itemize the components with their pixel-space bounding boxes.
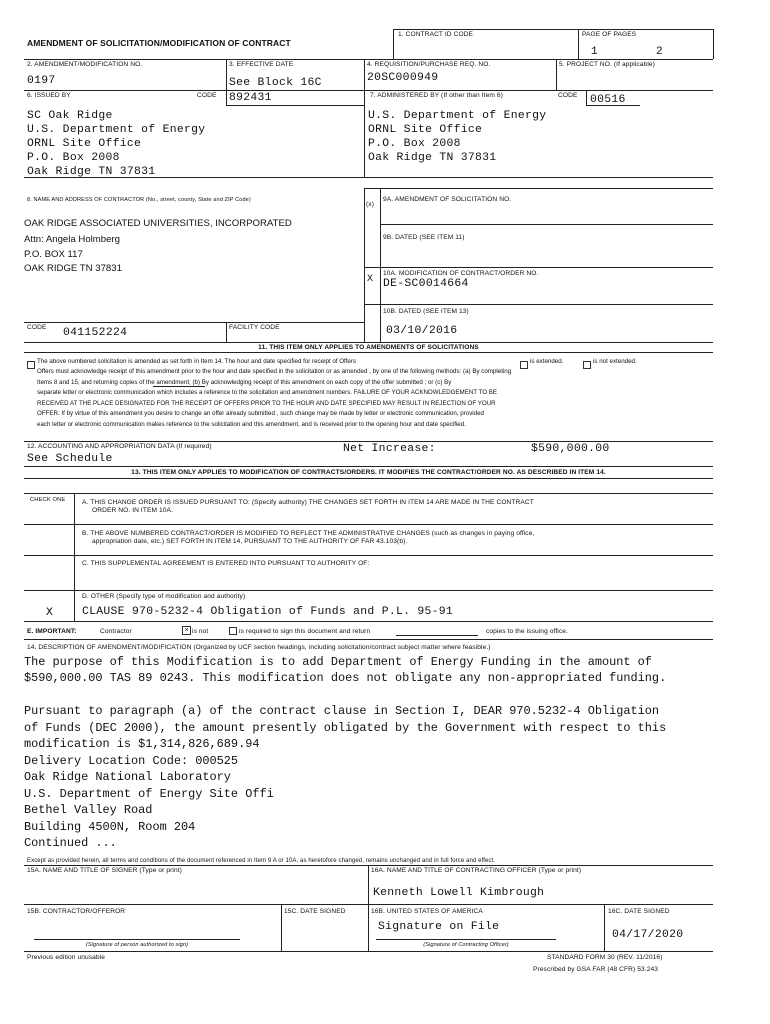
contractor-line: P.O. BOX 117 <box>24 249 83 260</box>
item11-line: each letter or electronic communication makes reference to the solicitation and this amendment, and is received prior to the opening hour and date specified. <box>37 421 466 428</box>
net-increase: $590,000.00 <box>531 443 610 455</box>
officer-label: 16A. NAME AND TITLE OF CONTRACTING OFFICER (Type or print) <box>371 867 582 874</box>
dated-9b-label: 9B. DATED (SEE ITEM 11) <box>383 234 465 241</box>
date-signed-16c-label: 16C. DATE SIGNED <box>608 908 670 915</box>
usa-label: 16B. UNITED STATES OF AMERICA <box>371 908 483 915</box>
contractor-line: Attn: Angela Holmberg <box>24 234 120 245</box>
dated-10b: 03/10/2016 <box>386 325 458 337</box>
previous-edition: Previous edition unusable <box>27 954 106 961</box>
item11-title: 11. THIS ITEM ONLY APPLIES TO AMENDMENTS OF SOLICITATIONS <box>258 344 479 351</box>
page-count: 2 <box>656 46 663 58</box>
officer-name: Kenneth Lowell Kimbrough <box>373 887 545 899</box>
desc-line: modification is $1,314,826,689.94 <box>24 737 260 751</box>
contractor-line: OAK RIDGE ASSOCIATED UNIVERSITIES, INCORPORATED <box>24 218 292 229</box>
contractor-label: 8. NAME AND ADDRESS OF CONTRACTOR (No., street, county, State and ZIP Code) <box>27 197 251 203</box>
item11-line: separate letter or electronic communication which includes a reference to the solicitation and amendment numbers. FAILURE OF YOUR ACKNOWLEDGEMENT TO BE <box>37 389 498 396</box>
mod-x: X <box>367 274 374 285</box>
amend-sol-label: 9A. AMENDMENT OF SOLICITATION NO. <box>383 196 512 203</box>
is-not-label: is not <box>192 628 209 635</box>
signature-on-file: Signature on File <box>378 921 500 933</box>
contract-id-label: 1. CONTRACT ID CODE <box>398 31 474 38</box>
opt-b: appropriation date, etc.) SET FORTH IN ITEM 14, PURSUANT TO THE AUTHORITY OF FAR 43.103(b). <box>92 538 408 545</box>
desc-line: Continued ... <box>24 836 117 850</box>
mod-label: 10A. MODIFICATION OF CONTRACT/ORDER NO. <box>383 270 539 277</box>
desc-line: U.S. Department of Energy Site Offi <box>24 787 274 801</box>
issued-line: ORNL Site Office <box>27 138 142 150</box>
opt-a: ORDER NO. IN ITEM 10A. <box>92 507 173 514</box>
item11-line: RECEIVED AT THE PLACE DESIGNATED FOR THE RECEIPT OF OFFERS PRIOR TO THE HOUR AND DATE SPECIFIED MAY RESULT IN REJECTION OF YOUR <box>37 400 496 407</box>
opt-d-x: X <box>46 607 54 619</box>
mod-no: DE-SC0014664 <box>383 278 469 290</box>
sig-person-caption: (Signature of person authorized to sign) <box>85 942 189 948</box>
prescribed-by: Prescribed by GSA FAR (48 CFR) 53.243 <box>533 966 659 973</box>
except-text: Except as provided herein, all terms and conditions of the document referenced in Item 9 A or 10A, as heretofore changed, remains unchanged and in full force and effect. <box>27 858 496 864</box>
x-column-label: (x) <box>366 201 374 208</box>
req-label: 4. REQUISITION/PURCHASE REQ. NO. <box>367 61 491 68</box>
project-label: 5. PROJECT NO. (If applicable) <box>559 61 655 68</box>
desc-line: Bethel Valley Road <box>24 803 153 817</box>
admin-line: Oak Ridge TN 37831 <box>368 152 497 164</box>
opt-b: B. THE ABOVE NUMBERED CONTRACT/ORDER IS MODIFIED TO REFLECT THE ADMINISTRATIVE CHANGES (such as changes in paying office, <box>82 530 535 537</box>
issued-line: Oak Ridge TN 37831 <box>27 166 156 178</box>
item11-line: Offers must acknowledge receipt of this amendment prior to the hour and date specified in the solicitation or as amended , by one of the following methods: (a) By completing <box>37 368 512 375</box>
desc-label: 14. DESCRIPTION OF AMENDMENT/MODIFICATION (Organized by UCF section headings, including solicitation/contract subject matter where feasible.) <box>27 644 491 651</box>
admin-code: 00516 <box>590 94 626 106</box>
desc-line: Oak Ridge National Laboratory <box>24 770 231 784</box>
important-label: E. IMPORTANT: <box>27 628 77 635</box>
issued-code: 892431 <box>229 92 272 104</box>
is-required-label: is required to sign this document and return <box>239 628 371 635</box>
item11-line: OFFER. If by virtue of this amendment you desire to change an offer already submitted , such change may be made by letter or electronic communication, provided <box>37 410 484 417</box>
page-label: PAGE OF PAGES <box>582 31 637 38</box>
signer-label: 15A. NAME AND TITLE OF SIGNER (Type or print) <box>27 867 182 874</box>
net-increase-label: Net Increase: <box>343 443 436 455</box>
check-one: CHECK ONE <box>30 497 66 503</box>
facility-code-label: FACILITY CODE <box>229 324 280 331</box>
item13-title: 13. THIS ITEM ONLY APPLIES TO MODIFICATION OF CONTRACTS/ORDERS. IT MODIFIES THE CONTRACT/ORDER NO. AS DESCRIBED IN ITEM 14. <box>131 469 606 476</box>
opt-c: C. THIS SUPPLEMENTAL AGREEMENT IS ENTERED INTO PURSUANT TO AUTHORITY OF: <box>82 560 370 567</box>
acct-label: 12. ACCOUNTING AND APPROPRIATION DATA (If required) <box>27 443 212 450</box>
checkbox[interactable] <box>27 361 35 369</box>
desc-line: Delivery Location Code: 000525 <box>24 754 239 768</box>
copies-label: copies to the issuing office. <box>486 628 568 635</box>
form-title: AMENDMENT OF SOLICITATION/MODIFICATION OF CONTRACT <box>27 38 291 48</box>
extended-label: is extended. <box>530 358 564 365</box>
issued-line: SC Oak Ridge <box>27 110 113 122</box>
amend-no-label: 2. AMENDMENT/MODIFICATION NO. <box>27 61 143 68</box>
admin-line: U.S. Department of Energy <box>368 110 547 122</box>
opt-d: D. OTHER (Specify type of modification and authority) <box>82 593 246 600</box>
contractor-line: OAK RIDGE TN 37831 <box>24 263 122 274</box>
amend-no: 0197 <box>27 75 56 87</box>
admin-line: ORNL Site Office <box>368 124 483 136</box>
is-required-checkbox[interactable] <box>229 627 237 635</box>
page-number: 1 <box>591 46 598 58</box>
item11-line: Items 8 and 15, and returning copies of the amendment; (b) By acknowledging receipt of this amendment on each copy of the offer submitted ; or (c) By <box>37 379 452 386</box>
effective-label: 3. EFFECTIVE DATE <box>229 61 294 68</box>
not-extended-label: is not extended. <box>593 358 637 365</box>
checkbox[interactable] <box>520 361 528 369</box>
contractor-code: 041152224 <box>63 327 128 339</box>
desc-line: Building 4500N, Room 204 <box>24 820 196 834</box>
issued-code-label: CODE <box>197 92 217 99</box>
desc-line: $590,000.00 TAS 89 0243. This modification does not obligate any non-appropriated funding. <box>24 671 667 685</box>
req-no: 20SC000949 <box>367 72 439 84</box>
issued-label: 6. ISSUED BY <box>27 92 71 99</box>
desc-line: of Funds (DEC 2000), the amount presently obligated by the Government with respect to this <box>24 721 667 735</box>
offeror-label: 15B. CONTRACTOR/OFFEROR <box>27 908 126 915</box>
date-signed: 04/17/2020 <box>612 929 684 941</box>
date-signed-15c-label: 15C. DATE SIGNED <box>284 908 346 915</box>
is-not-checkbox[interactable]: × <box>182 626 191 635</box>
issued-line: P.O. Box 2008 <box>27 152 120 164</box>
admin-label: 7. ADMINISTERED BY (If other than Item 6) <box>370 92 503 99</box>
sig-officer-caption: (Signature of Contracting Officer) <box>423 942 509 948</box>
item11-line: The above numbered solicitation is amended as set forth in Item 14. The hour and date specified for receipt of Offers <box>37 358 356 365</box>
standard-form: STANDARD FORM 30 (REV. 11/2016) <box>547 954 663 961</box>
admin-code-label: CODE <box>558 92 578 99</box>
desc-line: Pursuant to paragraph (a) of the contract clause in Section I, DEAR 970.5232-4 Obligation <box>24 704 660 718</box>
admin-line: P.O. Box 2008 <box>368 138 461 150</box>
issued-line: U.S. Department of Energy <box>27 124 206 136</box>
desc-line: The purpose of this Modification is to add Department of Energy Funding in the amount of <box>24 655 652 669</box>
contractor-word: Contractor <box>100 628 132 635</box>
effective-date: See Block 16C <box>229 77 322 89</box>
contractor-code-label: CODE <box>27 324 47 331</box>
checkbox[interactable] <box>583 361 591 369</box>
opt-d-value: CLAUSE 970-5232-4 Obligation of Funds and P.L. 95-91 <box>82 606 454 618</box>
opt-a: A. THIS CHANGE ORDER IS ISSUED PURSUANT TO: (Specify authority) THE CHANGES SET FORTH IN ITEM 14 ARE MADE IN THE CONTRACT <box>82 499 534 506</box>
acct-value: See Schedule <box>27 453 113 465</box>
dated-10b-label: 10B. DATED (SEE ITEM 13) <box>383 308 469 315</box>
